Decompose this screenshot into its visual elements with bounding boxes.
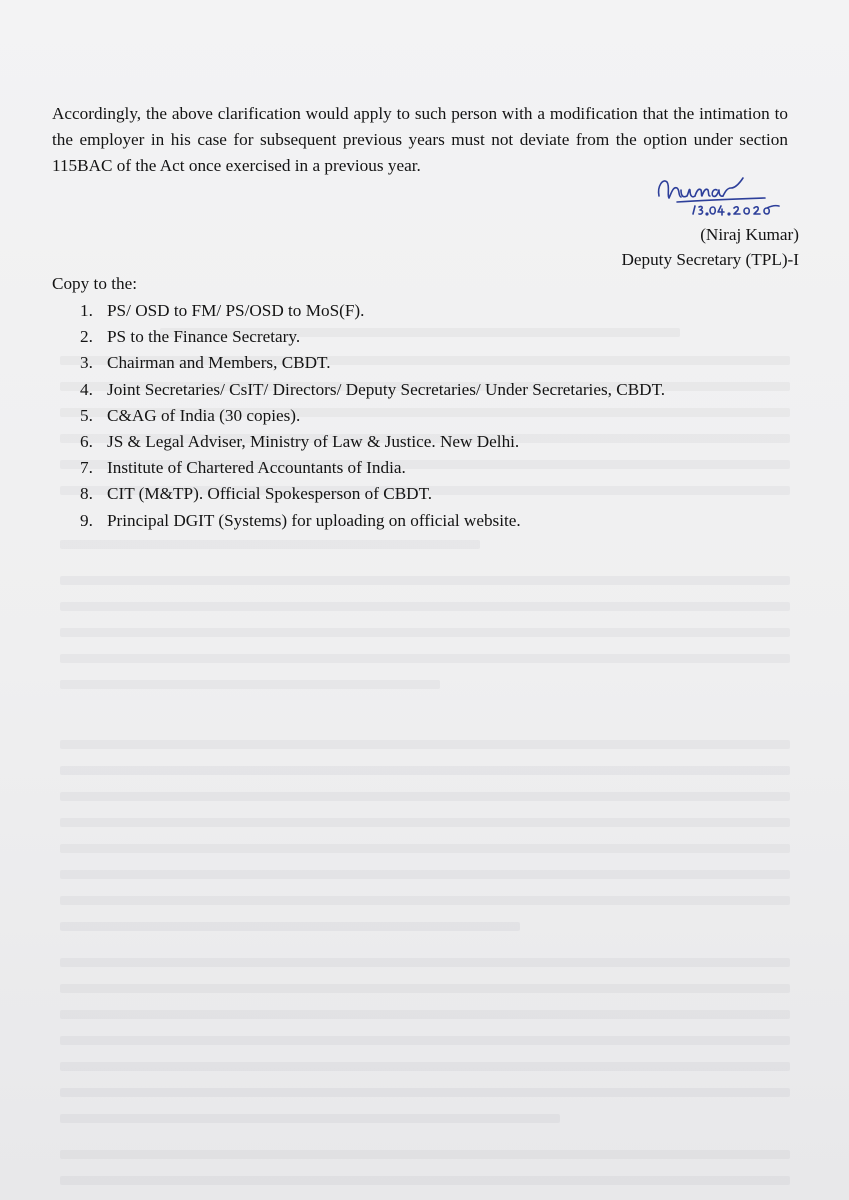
list-item-number: 4. <box>80 379 93 399</box>
list-item-text: PS to the Finance Secretary. <box>107 327 301 347</box>
list-item-text: CIT (M&TP). Official Spokesperson of CBDT. <box>107 484 433 504</box>
copy-to-list <box>80 298 780 534</box>
list-item-number: 8. <box>80 484 93 504</box>
list-item <box>80 429 780 455</box>
list-item-number: 3. <box>80 353 93 373</box>
list-item-number: 6. <box>80 431 93 451</box>
list-item-text: JS & Legal Adviser, Ministry of Law & Justice. New Delhi. <box>107 431 520 451</box>
list-item-text: Chairman and Members, CBDT. <box>107 353 331 373</box>
list-item <box>80 403 780 429</box>
handwritten-signature <box>655 168 815 224</box>
list-item <box>80 298 780 324</box>
list-item <box>80 508 780 534</box>
list-item-number: 5. <box>80 405 93 425</box>
list-item-text: Joint Secretaries/ CsIT/ Directors/ Deputy Secretaries/ Under Secretaries, CBDT. <box>107 379 666 399</box>
list-item <box>80 350 780 376</box>
list-item-text: Institute of Chartered Accountants of India. <box>107 458 406 478</box>
list-item-number: 7. <box>80 458 93 478</box>
signatory-name: (Niraj Kumar) <box>700 225 799 244</box>
list-item-number: 2. <box>80 327 93 347</box>
list-item <box>80 377 780 403</box>
signatory-designation: Deputy Secretary (TPL)-I <box>621 250 799 269</box>
copy-to-heading: Copy to the: <box>52 274 137 293</box>
list-item-text: C&AG of India (30 copies). <box>107 405 301 425</box>
list-item-text: Principal DGIT (Systems) for uploading on official website. <box>107 510 521 530</box>
list-item <box>80 455 780 481</box>
clarification-paragraph: Accordingly, the above clarification would apply to such person with a modification that the intimation to the employer in his case for subsequent previous years must not deviate from the option under section 115BAC of the Act once exercised in a previous year. <box>52 104 788 175</box>
list-item <box>80 481 780 507</box>
list-item-number: 1. <box>80 301 93 320</box>
list-item-text: PS/ OSD to FM/ PS/OSD to MoS(F). <box>107 301 365 320</box>
list-item <box>80 324 780 350</box>
list-item-number: 9. <box>80 510 93 530</box>
